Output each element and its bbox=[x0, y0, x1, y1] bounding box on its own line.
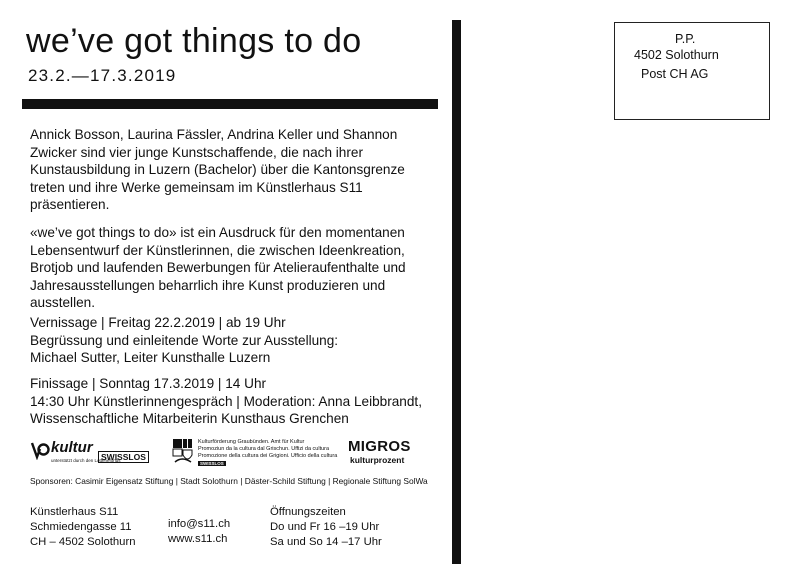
horizontal-rule bbox=[22, 99, 438, 109]
opening-hours bbox=[270, 505, 382, 550]
address-line: Künstlerhaus S11 bbox=[30, 506, 119, 518]
text-line: ausstellen. bbox=[30, 295, 95, 311]
text-line: 14:30 Uhr Künstlerinnengespräch | Moderation: Anna Leibbrandt, bbox=[30, 393, 422, 409]
graubuenden-logo bbox=[172, 436, 338, 470]
email-link[interactable]: info@s11.ch bbox=[168, 518, 231, 530]
stamp-location: 4502 Solothurn bbox=[634, 48, 719, 62]
website-link[interactable]: www.s11.ch bbox=[168, 533, 228, 545]
postage-stamp-box bbox=[614, 22, 770, 120]
exhibition-dates: 23.2.—17.3.2019 bbox=[28, 66, 177, 85]
hours-line: Do und Fr 16 –19 Uhr bbox=[270, 521, 380, 533]
stamp-pp: P.P. bbox=[675, 32, 696, 46]
migros-sub: kulturprozent bbox=[350, 455, 405, 465]
text-line: Wissenschaftliche Mitarbeiterin Kunsthaus Grenchen bbox=[30, 411, 349, 427]
sponsors-line: Sponsoren: Casimir Eigensatz Stiftung | Stadt Solothurn | Däster-Schild Stiftung | Regionale Stiftung SolWa bbox=[30, 476, 428, 486]
page-title: we’ve got things to do bbox=[26, 22, 362, 60]
vernissage-info bbox=[30, 314, 430, 367]
text-line: «we’ve got things to do» ist ein Ausdruck für den momentanen bbox=[30, 225, 405, 240]
text-line: Zwicker sind vier junge Kunstschaffende, die nach ihrer bbox=[30, 144, 363, 160]
text-line: Vernissage | Freitag 22.2.2019 | ab 19 Uhr bbox=[30, 315, 286, 330]
gr-swisslos: SWISSLOS bbox=[200, 461, 224, 466]
concept-paragraph bbox=[30, 224, 430, 312]
kultur-logo bbox=[30, 436, 170, 470]
text-line: Lebensentwurf der Künstlerinnen, die zwischen Ideenkreation, bbox=[30, 242, 405, 258]
address-line: Schmiedengasse 11 bbox=[30, 521, 132, 533]
text-line: Michael Sutter, Leiter Kunsthalle Luzern bbox=[30, 350, 271, 366]
kultur-word: kultur bbox=[51, 439, 93, 456]
finissage-info bbox=[30, 375, 430, 428]
text-line: Begrüssung und einleitende Worte zur Ausstellung: bbox=[30, 332, 339, 348]
vertical-divider bbox=[452, 20, 461, 564]
stamp-post: Post CH AG bbox=[641, 67, 709, 81]
text-line: Finissage | Sonntag 17.3.2019 | 14 Uhr bbox=[30, 376, 267, 391]
text-line: treten und ihre Werke gemeinsam im Künstlerhaus S11 bbox=[30, 179, 363, 195]
swisslos-badge: SWISSLOS bbox=[98, 451, 149, 463]
migros-logo bbox=[348, 438, 428, 468]
sponsor-logos bbox=[30, 436, 440, 470]
text-line: präsentieren. bbox=[30, 197, 110, 213]
address-line: CH – 4502 Solothurn bbox=[30, 536, 136, 548]
hours-line: Sa und So 14 –17 Uhr bbox=[270, 536, 382, 548]
gr-line: Promoziun da la cultura dal Grischun. Uffizi da cultura bbox=[198, 446, 330, 452]
migros-main: MIGROS bbox=[348, 438, 411, 455]
intro-paragraph bbox=[30, 126, 430, 214]
hours-title: Öffnungszeiten bbox=[270, 506, 346, 518]
graubuenden-coat-of-arms-icon bbox=[172, 438, 194, 464]
venue-address bbox=[30, 505, 136, 550]
text-line: Annick Bosson, Laurina Fässler, Andrina Keller und Shannon bbox=[30, 127, 398, 142]
gr-line: Kulturförderung Graubünden. Amt für Kultur bbox=[198, 439, 305, 445]
kultur-emblem-icon bbox=[30, 440, 50, 460]
kultur-sub: unterstützt durch den Lotteriefonds bbox=[51, 458, 121, 463]
gr-line: Promozione della cultura dei Grigioni. Ufficio della cultura bbox=[198, 453, 338, 459]
text-line: Kunstausbildung in Luzern (Bachelor) über die Kantonsgrenze bbox=[30, 162, 405, 178]
text-line: Brotjob und laufenden Bewerbungen für Atelieraufenthalte und bbox=[30, 260, 406, 276]
contact-info bbox=[168, 517, 230, 547]
text-line: Jahresausstellungen beharrlich ihre Kunst produzieren und bbox=[30, 277, 386, 293]
